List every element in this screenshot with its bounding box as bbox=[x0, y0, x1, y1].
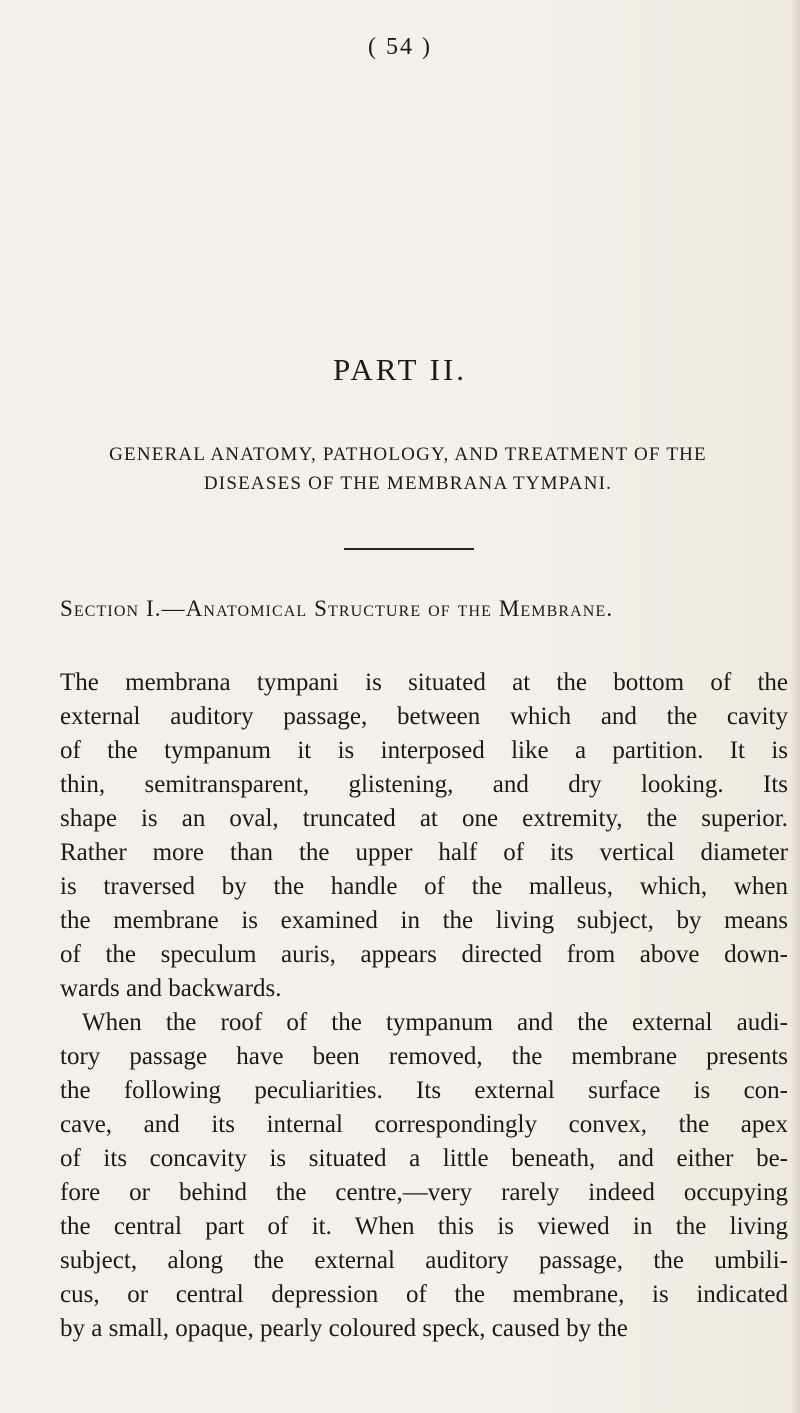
part-subtitle bbox=[58, 440, 758, 498]
text-line: fore or behind the centre,—very rarely indeed occupying bbox=[60, 1179, 788, 1206]
text-line: thin, semitransparent, glistening, and dry looking. Its bbox=[60, 771, 788, 798]
text-line: subject, along the external auditory passage, the umbili- bbox=[60, 1247, 788, 1274]
text-line: shape is an oval, truncated at one extremity, the superior. bbox=[60, 805, 788, 832]
text-line: tory passage have been removed, the membrane presents bbox=[60, 1043, 788, 1070]
text-line: external auditory passage, between which and the cavity bbox=[60, 703, 788, 730]
paragraph bbox=[60, 666, 788, 1006]
text-line: by a small, opaque, pearly coloured speck, caused by the bbox=[60, 1315, 628, 1342]
paragraph bbox=[60, 1006, 788, 1346]
text-line: When the roof of the tympanum and the external audi- bbox=[82, 1009, 788, 1036]
text-line: Rather more than the upper half of its vertical diameter bbox=[60, 839, 788, 866]
divider-rule bbox=[344, 548, 474, 550]
body-text bbox=[60, 666, 788, 1346]
text-line: of the speculum auris, appears directed from above down- bbox=[60, 941, 788, 968]
subtitle-line: GENERAL ANATOMY, PATHOLOGY, AND TREATMENT OF THE bbox=[109, 444, 707, 465]
text-line: the membrane is examined in the living subject, by means bbox=[60, 907, 788, 934]
page-number: ( 54 ) bbox=[368, 34, 432, 60]
part-title: PART II. bbox=[332, 352, 468, 387]
text-line: the following peculiarities. Its external surface is con- bbox=[60, 1077, 788, 1104]
text-line: cus, or central depression of the membrane, is indicated bbox=[60, 1281, 788, 1308]
text-line: of its concavity is situated a little beneath, and either be- bbox=[60, 1145, 788, 1172]
page-edge-shadow bbox=[790, 0, 800, 1413]
text-line: wards and backwards. bbox=[60, 975, 282, 1002]
text-line: is traversed by the handle of the malleus, which, when bbox=[60, 873, 788, 900]
text-line: cave, and its internal correspondingly convex, the apex bbox=[60, 1111, 788, 1138]
section-heading: Section I.—Anatomical Structure of the Membrane. bbox=[60, 596, 614, 621]
text-line: The membrana tympani is situated at the bottom of the bbox=[60, 669, 788, 696]
text-line: the central part of it. When this is viewed in the living bbox=[60, 1213, 788, 1240]
text-line: of the tympanum it is interposed like a partition. It is bbox=[60, 737, 788, 764]
subtitle-line: DISEASES OF THE MEMBRANA TYMPANI. bbox=[203, 473, 613, 494]
